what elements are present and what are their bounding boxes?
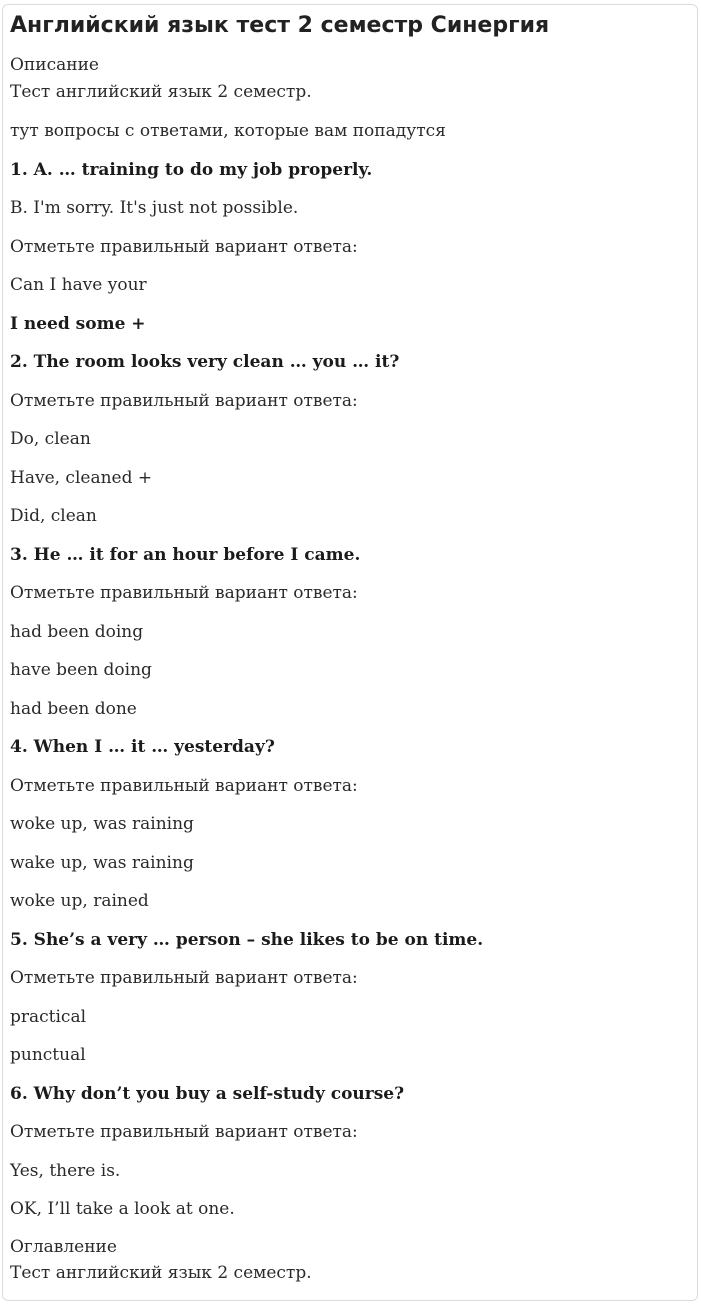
body-line: practical [10, 1007, 87, 1027]
toc-link[interactable]: Тест английский язык 2 семестр. [10, 1263, 312, 1283]
body-line: Отметьте правильный вариант ответа: [10, 1122, 358, 1142]
body-line: Did, clean [10, 506, 97, 526]
body-line: punctual [10, 1045, 86, 1065]
question-text: 4. When I … it … yesterday? [10, 737, 275, 757]
body-line: Отметьте правильный вариант ответа: [10, 968, 358, 988]
body-line: had been done [10, 699, 137, 719]
body-line: Отметьте правильный вариант ответа: [10, 391, 358, 411]
body-line: woke up, rained [10, 891, 149, 911]
body-line: OK, I’ll take a look at one. [10, 1199, 235, 1219]
page-title: Английский язык тест 2 семестр Синергия [10, 13, 550, 38]
article-card [2, 4, 698, 1301]
body-line: wake up, was raining [10, 853, 194, 873]
body-line: Can I have your [10, 275, 147, 295]
body-line: have been doing [10, 660, 152, 680]
body-line: B. I'm sorry. It's just not possible. [10, 198, 299, 218]
description-text: Тест английский язык 2 семестр. [10, 82, 312, 102]
body-line: Have, cleaned + [10, 468, 153, 488]
question-text: I need some + [10, 314, 146, 334]
body-line: тут вопросы с ответами, которые вам попадутся [10, 121, 446, 141]
body-line: Do, clean [10, 429, 91, 449]
body-line: Отметьте правильный вариант ответа: [10, 776, 358, 796]
question-text: 5. She’s a very … person – she likes to be on time. [10, 930, 484, 950]
description-label: Описание [10, 55, 99, 75]
body-line: Отметьте правильный вариант ответа: [10, 583, 358, 603]
body-line: Yes, there is. [10, 1161, 121, 1181]
toc-label: Оглавление [10, 1237, 117, 1257]
body-line: Отметьте правильный вариант ответа: [10, 237, 358, 257]
question-text: 2. The room looks very clean … you … it? [10, 352, 400, 372]
question-text: 6. Why don’t you buy a self-study course? [10, 1084, 405, 1104]
body-line: woke up, was raining [10, 814, 194, 834]
body-line: had been doing [10, 622, 144, 642]
question-text: 1. A. … training to do my job properly. [10, 160, 373, 180]
question-text: 3. He … it for an hour before I came. [10, 545, 361, 565]
